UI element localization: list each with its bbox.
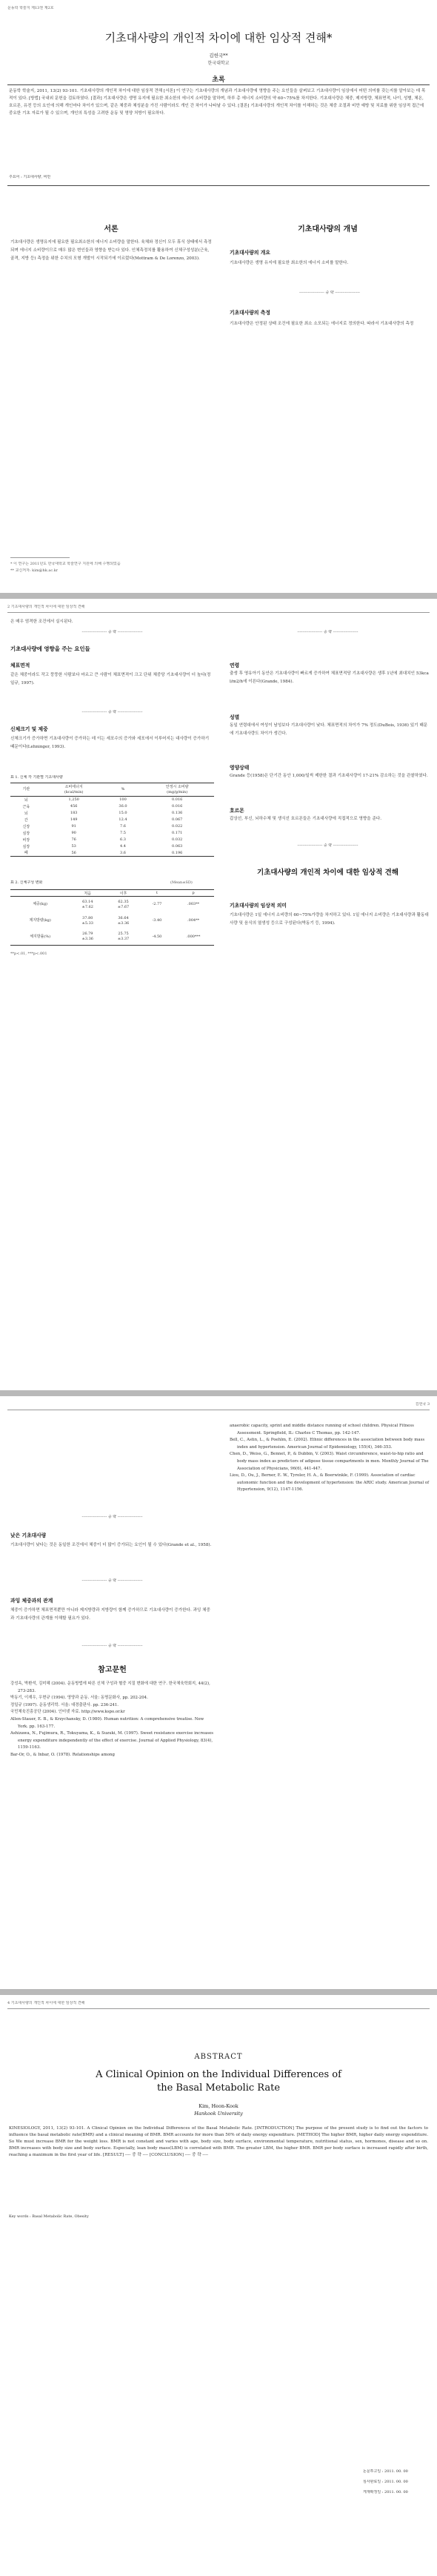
omitted-marker: -------------------- 중 략 -------------------- (297, 630, 358, 634)
english-author: Kim, Heon-Kook (199, 2103, 238, 2109)
table-cell: 91 (71, 824, 76, 829)
low-bmr-paragraph: 기초대사량이 낮다는 것은 동일한 조건에서 체중이 더 많이 증가되는 요인이 될 수 있다(Grande et al., 1958). (10, 1543, 212, 1547)
table-cell: 3.6 (120, 850, 126, 855)
table-cell: 4.4 (120, 844, 126, 849)
running-header: 김헌국 3 (415, 1402, 430, 1407)
section-references: 참고문헌 (98, 1666, 127, 1674)
continued-text: 은 매우 엄격한 조건에서 실시된다. (10, 620, 73, 624)
table-cell: .004** (187, 918, 200, 923)
table-cell: 7.5 (120, 831, 126, 835)
table-header-cell: % (121, 787, 125, 791)
reference-entry: Allen-Stauer, E. B., & Krzychansky, D. (1980). Human nutrition: A comprehensive treatise. New York. pp. 163-177. (10, 1716, 204, 1729)
table-cell: 36.64 ±3.36 (117, 915, 130, 926)
table-2-note: **p<.01, ***p<.001 (10, 952, 47, 956)
abstract-label: ABSTRACT (194, 2053, 243, 2061)
page-1 (0, 0, 437, 593)
reference-entry: Bar-Or, O., & Inbar, O. (1978). Relationships among (10, 1752, 115, 1757)
table-row (10, 913, 214, 929)
table-2-caption: 표 2. 신체구성 변화 (10, 880, 43, 885)
omitted-marker: -------------------- 중 략 -------------------- (298, 291, 360, 295)
paper-title: 기초대사량의 개인적 차이에 대한 임상적 견해* (104, 31, 333, 44)
footnote-1: * 이 연구는 2011년도 한국대학교 학술연구 지원에 의해 수행되었음 (10, 562, 121, 566)
table-cell: 간 (24, 817, 28, 823)
affiliation: 한국대학교 (207, 61, 230, 66)
table-header-cell: 이후 (119, 891, 127, 896)
table-row (10, 929, 214, 946)
reference-entry: 박동기, 이재우, 우현규 (1994). 영양과 운동. 서울: 동명문화사, pp. 202-204. (10, 1696, 148, 1701)
table-row (10, 803, 214, 810)
table-cell: 1,250 (68, 797, 79, 803)
subsection-low-bmr: 낮은 기초대사량 (10, 1533, 47, 1538)
table-header-cell: 처음 (84, 891, 92, 896)
clinical-meaning-paragraph: 기초대사량은 1일 에너지 소비량의 60~75%가량을 차지하고 있다. 1일 에너지 소비량은 기초대사량과 활동대사량 및 음식의 열생성 등으로 구성된다(박동기 등, 1994). (230, 913, 429, 926)
table-cell: 심장 (22, 831, 30, 836)
page-3 (0, 1396, 437, 1989)
omitted-marker: -------------------- 중 략 -------------------- (81, 630, 143, 634)
reference-entry: Ashizawa, N., Fujimura, R., Tokuyama, K., & Suzuki, M. (1997). Sweet resistance exercise increases energy expenditure independently of the effect of exercise. Journal of Applied Physiology, 83(4), 1159-1163. (10, 1731, 214, 1750)
table-row (10, 810, 214, 817)
header-rule (7, 612, 430, 613)
table-row (10, 897, 214, 913)
table-cell: 149 (70, 817, 78, 822)
subsection-clinical-meaning: 기초대사량의 임상적 의미 (230, 903, 287, 909)
table-cell: 0.032 (172, 837, 183, 842)
table-2-body-composition (10, 889, 214, 946)
table-cell: 12.4 (119, 817, 127, 822)
table-cell: 심장 (22, 844, 30, 849)
table-row (10, 837, 214, 843)
table-cell: 100 (119, 797, 127, 803)
page-2 (0, 599, 437, 1390)
reference-entry: Liou, D., Ou, J., Berner, E. W., Tyroler, H. A., & Boerwinkle, F. (1999). Association of cardiac autonomic function and the development of hypertension: the ARIC study. American Journal of Hypertension, 9(12), 1147-1156. (230, 1473, 430, 1493)
nutrition-paragraph: Grande 등(1958)은 단기간 동안 1,000/일씩 제한한 결과 기초대사량이 17-21% 감소하는 것을 관찰하였다. (230, 774, 428, 778)
table-cell: 62.35 ±7.67 (117, 899, 130, 909)
section-clinical-opinion: 기초대사량의 개인적 차이에 대한 임상적 견해 (257, 869, 398, 877)
omitted-marker: -------------------- 중 략 -------------------- (81, 1515, 143, 1519)
review-date: 심사완료일 : 2011. 00. 00 (363, 2480, 408, 2484)
subsection-bmr-overview: 기초대사량의 개요 (230, 250, 270, 256)
table-2-unit: (Mean±SD) (170, 880, 193, 885)
table-cell: 0.067 (172, 817, 183, 822)
table-cell: 56 (71, 850, 76, 855)
table-cell: 신장 (22, 824, 30, 829)
body-surface-paragraph: 같은 체중이라도 작고 뚱뚱한 사람보다 마르고 큰 사람이 체표면적이 크고 단위 체중당 기초대사량이 더 높다(정일규, 1997). (10, 673, 211, 686)
submission-date: 논문투고일 : 2011. 00. 00 (363, 2469, 408, 2474)
table-cell: 비장 (22, 837, 30, 843)
table-cell: 0.016 (172, 804, 183, 809)
english-title-line-2: the Basal Metabolic Rate (156, 2082, 281, 2094)
table-cell: .003** (187, 902, 200, 907)
abstract-heading: 초록 (212, 76, 225, 84)
table-cell: 0.196 (172, 850, 183, 855)
table-cell: 체지방률(%) (30, 934, 51, 939)
table-cell: 53 (71, 844, 76, 849)
table-cell: -3.40 (152, 918, 162, 923)
reference-entry: anaerobic capacity, sprint and middle distance running of school children. Physical Fitness Assessment. Springfield, IL: Charles C Thomas, pp. 142-147. (230, 1424, 414, 1435)
header-rule (7, 2008, 430, 2009)
body-size-paragraph: 신체크기가 증가하면 기초대사량이 증가하는 데 이는 세포수의 증가와 세포에서 이루어지는 대사량이 증가하기 때문이다(Lehninger, 1993). (10, 737, 210, 749)
subsection-overweight: 과잉 체중과의 관계 (10, 1598, 53, 1604)
bmr-measurement-paragraph: 기초대사량은 안정된 상태 조건에 필요한 최소 소모되는 에너지로 정의한다. 따라서 기초대사량의 측정 (230, 322, 414, 326)
footnote-rule (10, 557, 70, 558)
table-header-cell: 기관 (22, 787, 30, 791)
table-cell: 456 (70, 804, 78, 809)
reference-entry: Chen, D., Weiss, G., Bennet, P., & Dubbin, V. (2003). Waist circumference, waist-to-hip ratio and body mass index as predictors of adipose tissue compartments in men. Monthly Journal of The Association of Physicians, 96(6), 441-447. (230, 1452, 429, 1471)
table-row (10, 830, 214, 837)
references-right-column (230, 1423, 430, 1616)
english-affiliation: Hankook University (194, 2111, 243, 2117)
table-cell: 폐 (24, 851, 28, 856)
subsection-age: 연령 (230, 663, 240, 668)
table-cell: 15.0 (119, 811, 127, 815)
subsection-nutrition: 영양상태 (230, 765, 250, 771)
table-header-cell: p (192, 891, 195, 895)
section-introduction: 서론 (104, 225, 119, 233)
subsection-sex: 성별 (230, 714, 240, 720)
running-header: 2 기초대사량의 개인적 차이에 대한 임상적 견해 (7, 605, 85, 609)
table-cell: 183 (70, 811, 78, 815)
table-row (10, 843, 214, 850)
table-cell: 63.14 ±7.62 (81, 899, 93, 909)
omitted-marker: -------------------- 중 략 -------------------- (81, 710, 143, 714)
reference-entry: 국민체육진흥공단 (2004). 인터넷 자료. http://www.kspo.or.kr (10, 1710, 125, 1715)
table-cell: 6.3 (120, 837, 126, 842)
hormones-paragraph: 갑상선, 부신, 뇌하수체 및 생식선 호르몬들은 기초대사량에 직접적으로 영향을 준다. (230, 817, 382, 821)
table-cell: 25.75 ±3.37 (117, 932, 130, 942)
table-cell: 0.136 (172, 811, 183, 815)
running-header: 4 기초대사량의 개인적 차이에 대한 임상적 견해 (7, 2001, 85, 2005)
references-left-column (10, 1681, 214, 1873)
overweight-paragraph: 체중이 증가하면 체표면적뿐만 아니라 제지방량과 지방량이 함께 증가하므로 기초대사량이 증가한다. 과잉 체중과 기초대사량의 관계를 이해할 필요가 있다. (10, 1608, 210, 1621)
table-cell: 0.063 (172, 844, 183, 849)
reference-entry: 정일규 (1997). 운동생리학. 서울: 대경출판사. pp. 236-241. (10, 1702, 119, 1707)
english-title-line-1: A Clinical Opinion on the Individual Differences of (96, 2069, 341, 2080)
table-row (10, 850, 214, 857)
journal-name: 운동학 학술지 제13권 제2호 (7, 6, 54, 10)
subsection-body-size: 신체크기 및 제중 (10, 726, 48, 732)
subsection-body-surface: 체표면적 (10, 663, 30, 668)
section-bmr-factors: 기초대사량에 영향을 주는 요인들 (10, 645, 90, 652)
omitted-marker: -------------------- 중 략 -------------------- (81, 1644, 143, 1648)
abstract-rule-top (7, 84, 430, 85)
table-header-cell: t (156, 891, 158, 895)
table-cell: 7.6 (120, 824, 126, 829)
table-cell: -2.77 (152, 902, 162, 907)
age-paragraph: 출생 후 영유아기 동안은 기초대사량이 빠르게 증가하여 체표면적당 기초대사량은 생후 1년에 최대치인 53kcal/m2/h에 이른다(Grande, 1984). (230, 671, 429, 684)
table-cell: 37.80 ±5.33 (81, 915, 93, 926)
author-name: 김헌국** (209, 53, 228, 59)
table-cell: 36.0 (119, 804, 127, 809)
section-bmr-concept: 기초대사량의 개념 (298, 225, 358, 233)
english-abstract: KINESIOLOGY, 2011, 13(2) 93-101. A Clinical Opinion on the Individual Differences of the Basal Metabolic Rate. [INTRODUCTION] The purpose of the present study is to find out the factors to influence the basal metabolic rate(BMR) and a clinical meaning of BMR. BMR accounts for more than 50% of daily energy expenditure. [METHOD] The higher BMR, higher daily energy expenditure. So We must increase BMR for the weight loss. BMR is not constant and varies with age, body size, body surface, environmental temperature, nutritional status, sex, hormones, disease and so on. BMR increases with body size and body surface. Especially, lean body mass(LBM) is correlated with BMR. The greater LBM, the higher BMR. BMR per body surface is increased rapidly after birth, reaching a maximum in the first year of life. [RESULT] ---- 중 략 ---- [CONCLUSION] ---- 중 략 ---- (9, 2126, 428, 2157)
intro-paragraph: 기초대사량은 생명유지에 필요한 필요최소한의 에너지 소비량을 말한다. 육체와 정신이 모두 휴식 상태에서 측정되며 에너지 소비량이므로 매우 많은 변인들과 영향을 받는다 있다. 인체측정치를 활용하여 신체구성성분(근육, 골격, 지방 등) 측정을 위한 수치의 모형 개발이 시작되기에 이르렀다(Mottram & De Lorenzo, 2003). (10, 240, 212, 261)
table-row (10, 817, 214, 823)
table-cell: 뇌 (24, 811, 28, 816)
english-keywords: Key words : Basal Metabolic Rate, Obesity (9, 2214, 89, 2219)
table-cell: 0.171 (172, 831, 183, 835)
page-4 (0, 1995, 437, 2576)
table-cell: 0.022 (172, 824, 183, 829)
subsection-bmr-measurement: 기초대사량의 측정 (230, 310, 270, 316)
reference-entry: 강성옥, 박환석, 김미혜 (2004). 운동방법에 따른 신체 구성과 혈중 지질 변화에 대한 연구. 한국체육학회지, 44(2), 273-283. (10, 1682, 210, 1693)
table-cell: .000*** (186, 934, 201, 939)
table-cell: 제지방량(kg) (29, 918, 51, 923)
table-cell: 0.016 (172, 797, 183, 803)
korean-abstract: 운동학 학술지, 2011, 13(2) 93-101. 기초대사량의 개인적 차이에 대한 임상적 견해 [서론] 이 연구는 기초대사량의 개념과 기초대사량에 영향을 주는 요인들을 살펴보고 기초대사량이 임상에서 어떤 의미를 갖는지를 알아보는 데 목적이 있다. [방법] 국내외 문헌을 검토하였다. [결과] 기초대사량은 생명 유지에 필요한 최소한의 에너지 소비량을 말하며, 하루 총 에너지 소비량의 약 60~75%를 차지한다. 기초대사량은 체중, 제지방량, 체표면적, 나이, 성별, 체온, 호르몬, 유전 등의 요인에 의해 개인마다 차이가 있으며, 같은 체중과 체성분을 가진 사람이라도 개인 간 차이가 나타날 수 있다. [결론] 기초대사량의 개인적 차이를 이해하는 것은 체중 조절과 비만 예방 및 치료를 위한 임상적 접근에 중요한 기초 자료가 될 수 있으며, 개인의 특성을 고려한 운동 및 영양 처방이 필요하다. (9, 89, 426, 116)
footnote-2: ** 교신저자: kim@hk.ac.kr (10, 568, 59, 573)
table-cell: 체중(kg) (33, 902, 47, 907)
reference-entry: Bell, C., Astin, L., & Poehlm, E. (2002). Ethnic differences in the association between body mass index and hypertension. American Journal of Epidemiology, 155(4), 346-353. (230, 1438, 425, 1450)
table-row (10, 823, 214, 830)
table-1-caption: 표 1. 신체 각 기관별 기초대사량 (10, 775, 63, 780)
table-cell: 76 (71, 837, 76, 842)
table-cell: -4.50 (152, 934, 162, 939)
table-cell: 근육 (22, 804, 30, 809)
abstract-rule-bottom (7, 185, 430, 186)
sex-paragraph: 동일 연령대에서 여성이 남성보다 기초대사량이 낮다. 체표면적의 차이가 7% 정도(DuBois, 1936) 있기 때문에 기초대사량도 차이가 생긴다. (230, 723, 428, 736)
table-header-cell: 소비에너지 (kcal/min) (64, 784, 84, 794)
keywords: 주요어 : 기초대사량, 비만 (9, 175, 51, 179)
table-header-cell: 안정시 소비량 (mg/g/min) (165, 784, 189, 794)
table-header-cell (10, 890, 70, 897)
omitted-marker: -------------------- 중 략 -------------------- (297, 843, 358, 848)
bmr-overview-paragraph: 기초대사량은 생명 유지에 필요한 최소한의 에너지 소비를 말한다. (230, 261, 349, 265)
omitted-marker: -------------------- 중 략 -------------------- (81, 1579, 143, 1583)
table-cell: 26.79 ±3.36 (81, 932, 93, 942)
subsection-hormones: 호르몬 (230, 808, 244, 814)
acceptance-date: 게재확정일 : 2011. 00. 00 (363, 2490, 408, 2494)
table-1-organ-bmr (10, 783, 214, 857)
table-row (10, 797, 214, 803)
table-cell: 90 (71, 831, 76, 835)
table-cell: 뇌 (24, 797, 28, 803)
